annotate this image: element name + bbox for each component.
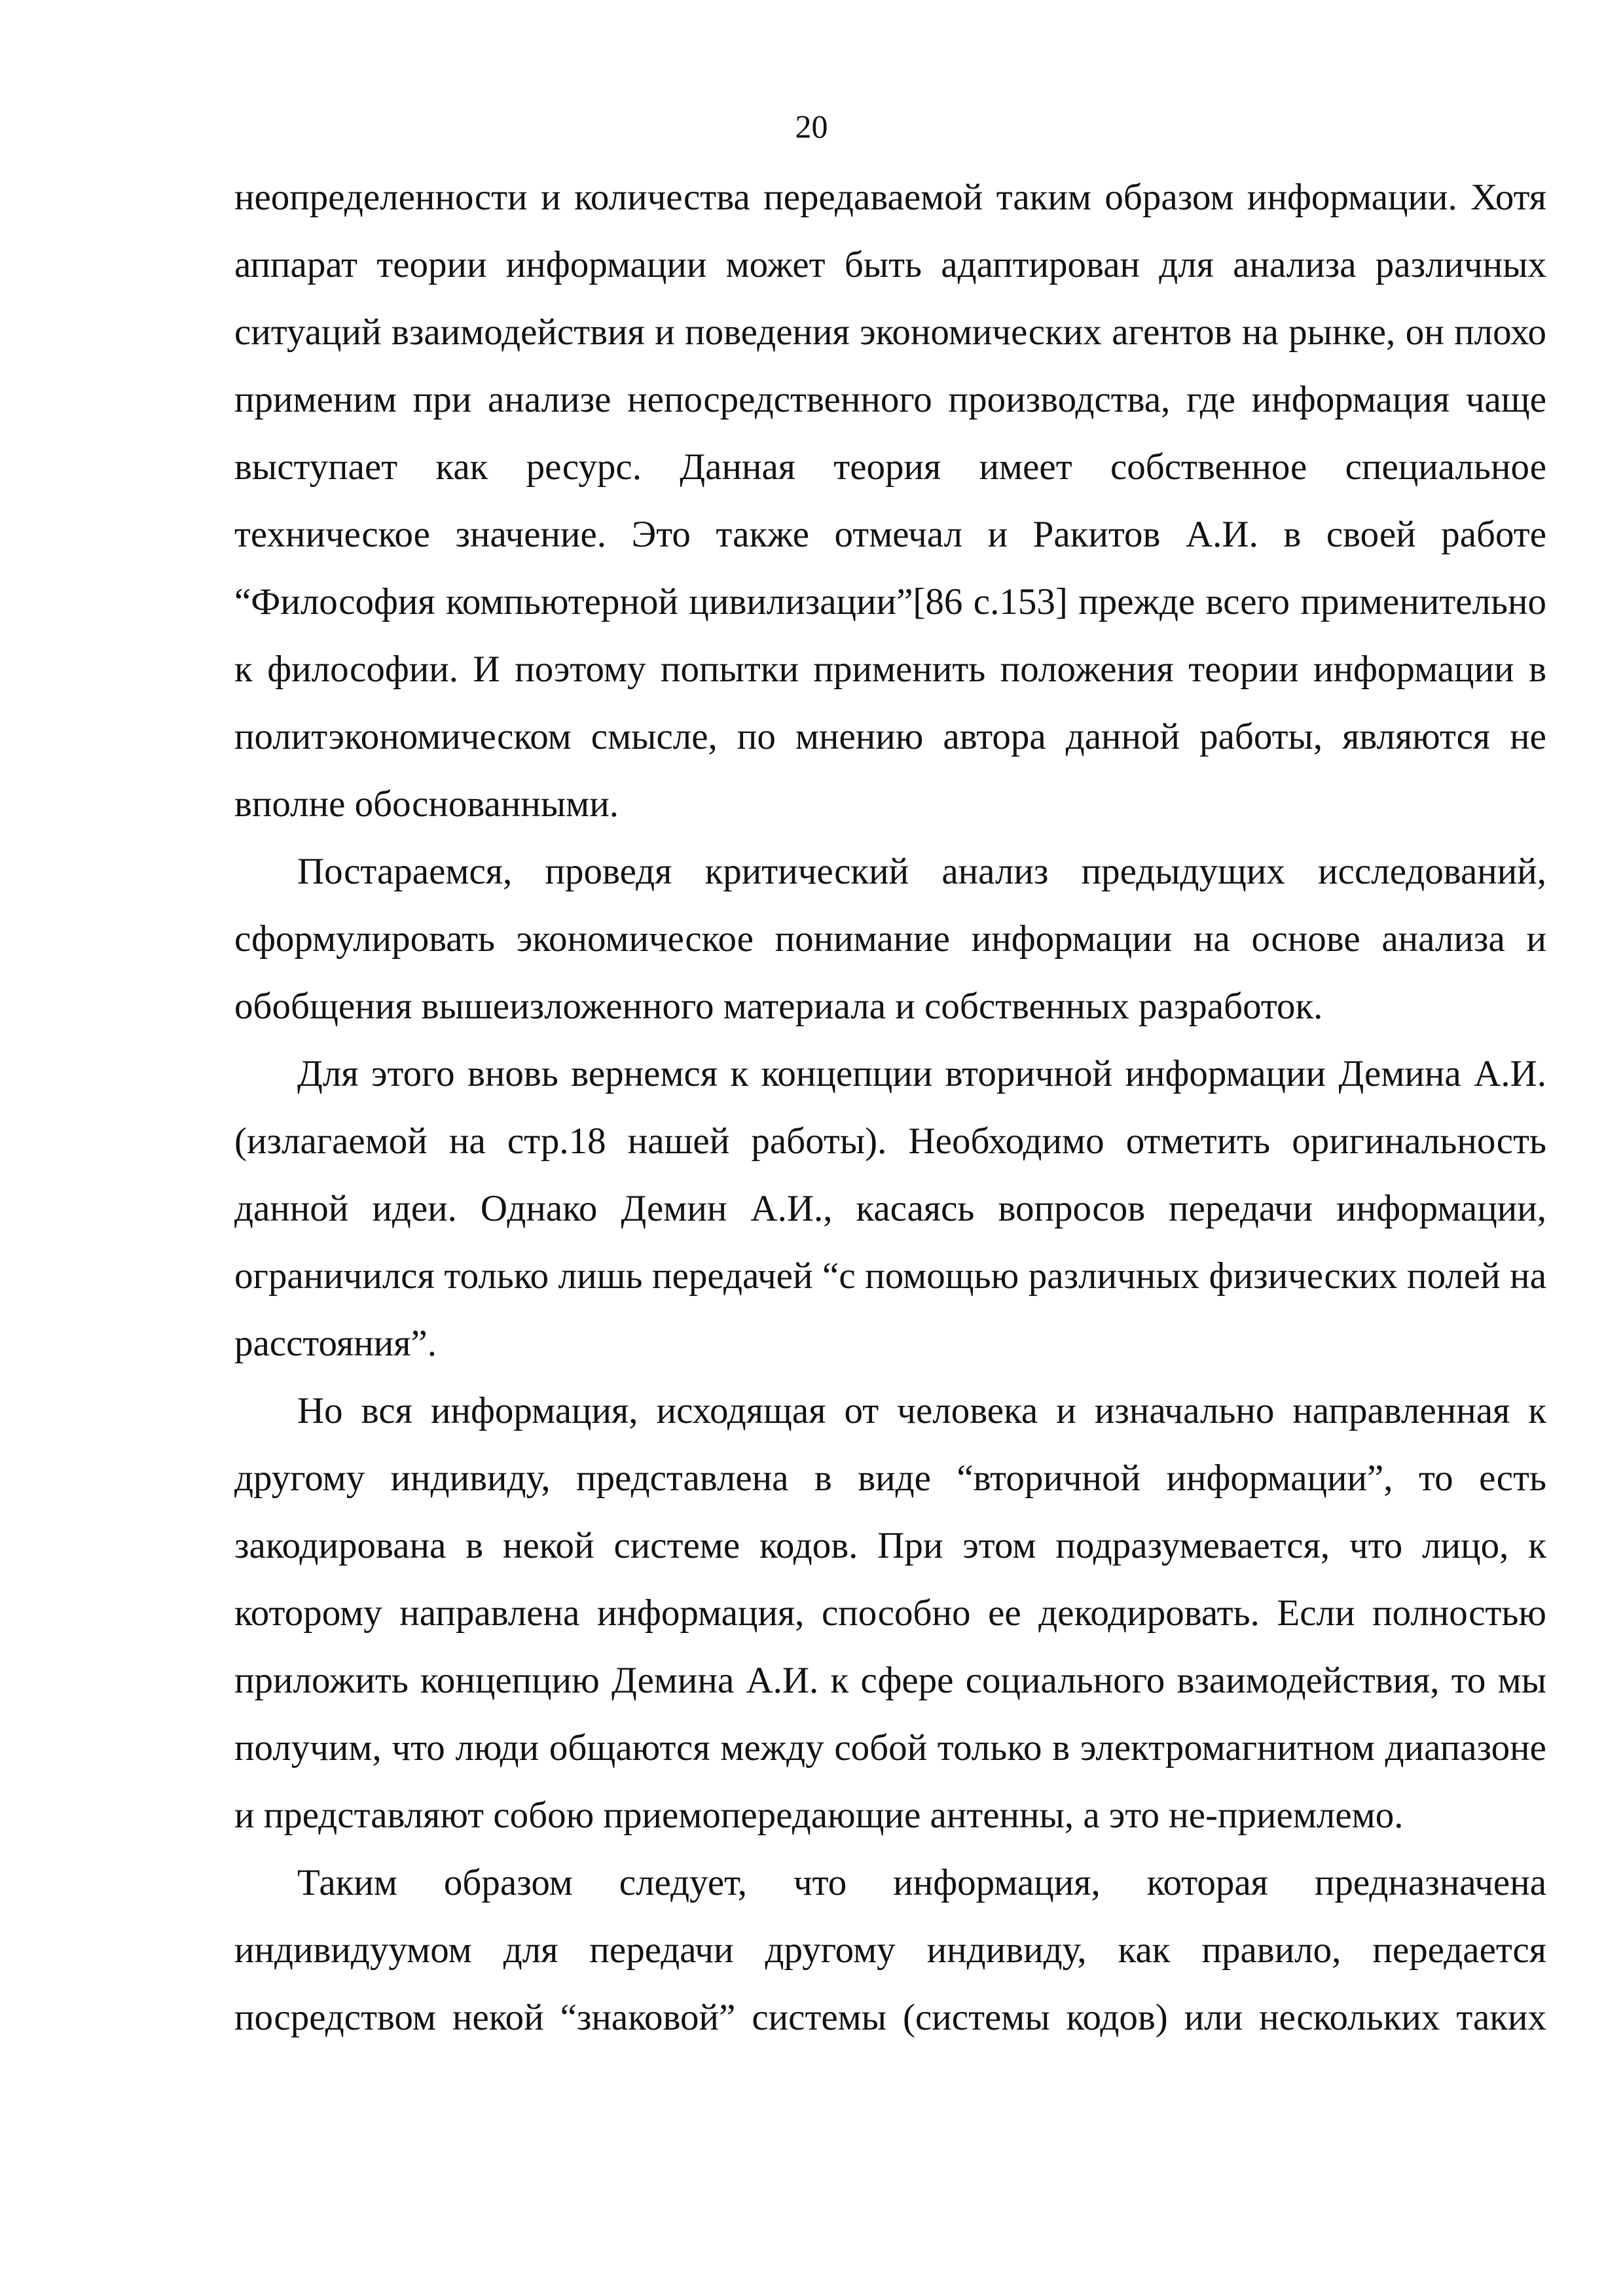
document-body: [234, 164, 1546, 2051]
page-number: 20: [795, 108, 828, 145]
paragraph-2: Постараемся, проведя критический анализ предыдущих исследований, сформулировать экономическое понимание информации на основе анализа и обобщения вышеизложенного материала и собственных разработок.: [234, 851, 1546, 1027]
paragraph-3: Для этого вновь вернемся к концепции вторичной информации Демина А.И. (излагаемой на стр.18 нашей работы). Необходимо отметить оригинальность данной идеи. Однако Демин А.И., касаясь вопросов передачи информации, ограничился только лишь передачей “с помощью различных физических полей на расстояния”.: [234, 1053, 1546, 1364]
paragraph-5: Таким образом следует, что информация, которая предназначена индивидуумом для передачи другому индивиду, как правило, передается посредством некой “знаковой” системы (системы кодов) или нескольких таких: [234, 1862, 1546, 2038]
paragraph-4: Но вся информация, исходящая от человека и изначально направленная к другому индивиду, представлена в виде “вторичной информации”, то есть закодирована в некой системе кодов. При этом подразумевается, что лицо, к которому направлена информация, способно ее декодировать. Если полностью приложить концепцию Демина А.И. к сфере социального взаимодействия, то мы получим, что люди общаются между собой только в электромагнитном диапазоне и представляют собою приемопередающие антенны, а это не-приемлемо.: [234, 1390, 1546, 1836]
paragraph-1: неопределенности и количества передаваемой таким образом информации. Хотя аппарат теории информации может быть адаптирован для анализа различных ситуаций взаимодействия и поведения экономических агентов на рынке, он плохо применим при анализе непосредственного производства, где информация чаще выступает как ресурс. Данная теория имеет собственное специальное техническое значение. Это также отмечал и Ракитов А.И. в своей работе “Философия компьютерной цивилизации”[86 с.153] прежде всего применительно к философии. И поэтому попытки применить положения теории информации в политэкономическом смысле, по мнению автора данной работы, являются не вполне обоснованными.: [234, 177, 1546, 825]
